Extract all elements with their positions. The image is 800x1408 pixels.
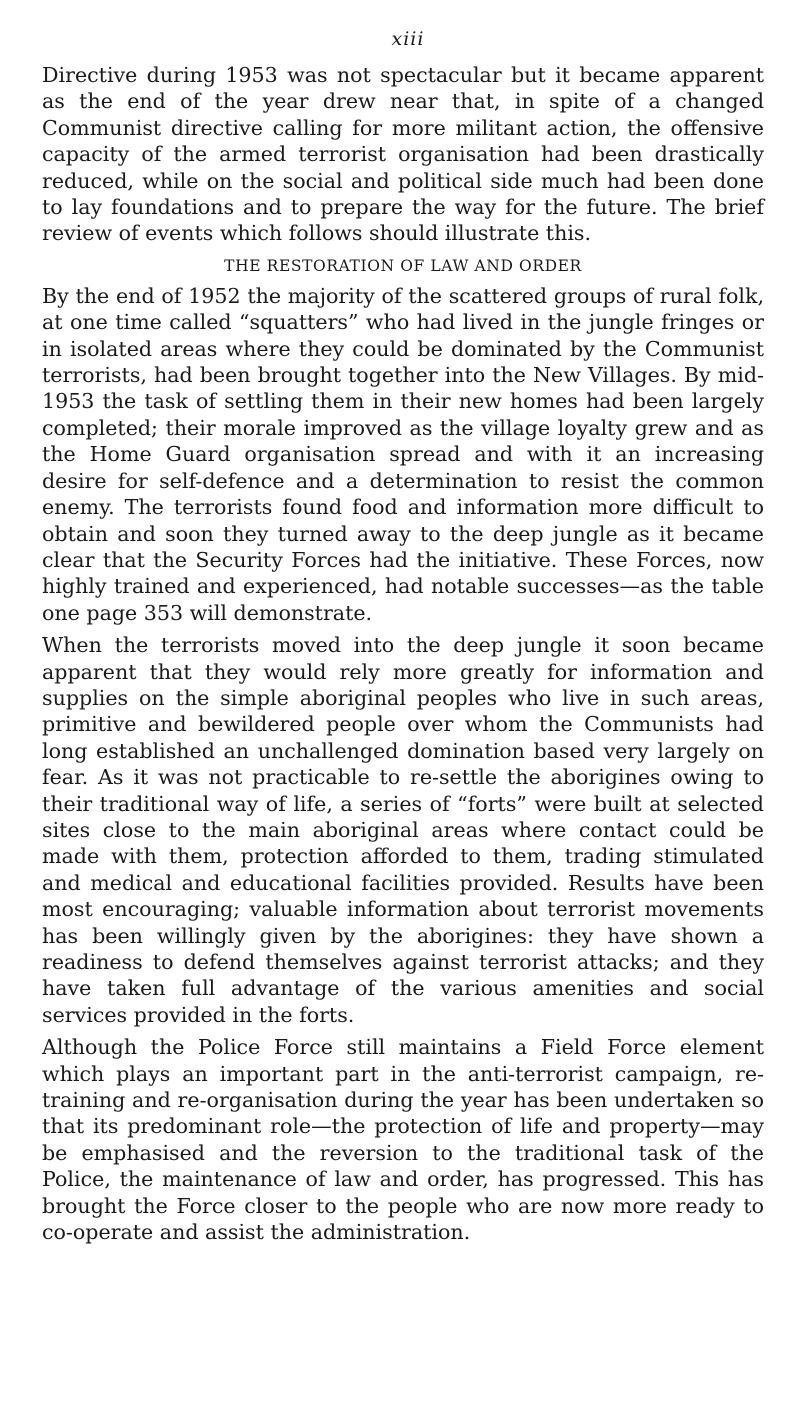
document-page	[42, 28, 764, 1251]
body-paragraph-aborigines: When the terrorists moved into the deep jungle it soon became apparent that they would rely more greatly for information and supplies on the simple aboriginal peoples who live in such areas, primitive and bewildered people over whom the Communists had long established an unchallenged domination based very largely on fear. As it was not practicable to re-settle the aborigines owing to their traditional way of life, a series of “forts” were built at selected sites close to the main aboriginal areas where contact could be made with them, protection afforded to them, trading stimulated and medical and educational facilities provided. Results have been most encouraging; valuable information about terrorist movements has been willingly given by the aborigines: they have shown a readiness to defend themselves against terrorist attacks; and they have taken full advantage of the various amenities and social services provided in the forts.	[42, 633, 764, 1027]
page-number: xiii	[391, 28, 425, 50]
body-paragraph-resettlement: By the end of 1952 the majority of the scattered groups of rural folk, at one time called “squatters” who had lived in the jungle fringes or in isolated areas where they could be dominated by the Communist terrorists, had been brought together into the New Villages. By mid-1953 the task of settling them in their new homes had been largely completed; their morale improved as the village loyalty grew and as the Home Guard organisation spread and with it an increasing desire for self-defence and a determination to resist the common enemy. The terrorists found food and information more difficult to obtain and soon they turned away to the deep jungle as it became clear that the Security Forces had the initiative. These Forces, now highly trained and experienced, had notable successes—as the table one page 353 will demonstrate.	[42, 283, 764, 625]
section-heading: THE RESTORATION OF LAW AND ORDER	[224, 256, 582, 275]
body-paragraph-police: Although the Police Force still maintains a Field Force element which plays an important part in the anti-terrorist campaign, re-training and re-organisation during the year has been undertaken so that its predominant role—the protection of life and property—may be emphasised and the reversion to the traditional task of the Police, the maintenance of law and order, has progressed. This has brought the Force closer to the people who are now more ready to co-operate and assist the administration.	[42, 1035, 764, 1245]
intro-paragraph: Directive during 1953 was not spectacular but it became apparent as the end of the year drew near that, in spite of a changed Communist directive calling for more militant action, the offensive capacity of the armed terrorist organisation had been drastically reduced, while on the social and political side much had been done to lay foundations and to prepare the way for the future. The brief review of events which follows should illustrate this.	[42, 63, 764, 246]
